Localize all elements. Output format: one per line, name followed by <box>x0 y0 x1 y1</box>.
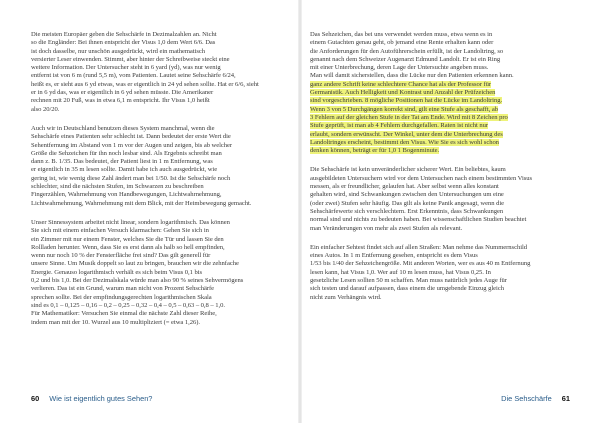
text-line: Sie sich mit einem einfachen Versuch klarmachen: Gehen Sie sich in <box>31 227 209 235</box>
text-line: rechnen mit 20 Fuß, was in etwa 6,1 m entspricht. Ihr Visus 1,0 heißt <box>31 97 210 105</box>
text-line: man Veränderungen von mehr als zwei Stufen als relevant. <box>310 224 463 232</box>
text-line: nicht zum Verhängnis wird. <box>310 293 382 301</box>
text-line: wenn nur noch 10 % der Fensterfläche frei sind? Das gilt generell für <box>31 252 211 260</box>
text-line: Unser Sinnessystem arbeitet nicht linear, sondern logarithmisch. Das können <box>31 218 230 226</box>
right-paragraph-1 <box>310 31 570 155</box>
highlighted-text: 3 Fehlern auf der gleichen Stufe in der Tat am Ende. Wird mit 8 Zeichen pro <box>310 113 508 121</box>
highlighted-text: ganz andere Schrift keine schlechtere Chance hat als der Professor für <box>310 80 492 88</box>
right-paragraph-3 <box>310 244 570 302</box>
text-line: normal sind und nichts zu bedeuten haben. Bei wissenschaftlichen Studien beachtet <box>310 216 527 224</box>
left-page-footer <box>31 394 152 403</box>
text-line: eines Autos. In 1 m Entfernung gesehen, entspricht es dem Visus <box>310 252 478 260</box>
text-line <box>310 122 570 130</box>
text-line: dann z. B. 1/35. Das bedeutet, der Patient liest in 1 m Entfernung, was <box>31 158 213 166</box>
text-line: einem Gutachten genau geht, ob jemand eine Rente erhalten kann oder <box>310 39 494 47</box>
highlighted-text: Landoltringes erscheint, bestimmt den Visus. Wie Sie es sich wohl schon <box>310 138 499 146</box>
highlighted-text: sind vorgeschrieben. 8 mögliche Positionen hat die Lücke im Landoltring. <box>310 97 503 105</box>
text-line <box>310 131 570 139</box>
text-line <box>310 147 570 155</box>
right-page-number: 61 <box>561 394 570 403</box>
right-page <box>300 0 600 423</box>
right-running-title: Die Sehschärfe <box>501 394 552 403</box>
text-line: gehalten wird, sind Schwankungen zwischen den Untersuchungen um eine <box>310 191 504 199</box>
text-line <box>310 114 570 122</box>
highlighted-text: Wenn 3 von 5 Durchgängen korrekt sind, gilt eine Stufe als geschafft, ab <box>310 105 499 113</box>
text-line: 1/53 bis 1/40 der Sehzeichengröße. Mit anderen Worten, wer es aus 40 m Entfernung <box>310 260 531 268</box>
text-line: messen, als er freundlicher, gelaufen hat. Aber selbst wenn alles konstant <box>310 183 499 191</box>
text-line: Energie. Genauso logarithmisch verhält es sich beim Visus 0,1 bis <box>31 268 202 276</box>
text-line: verlieren. Das ist ein Grund, warum man nicht von Prozent Sehschärfe <box>31 285 215 293</box>
text-line: schlechter, sind die nächsten Stufen, im Schwarzen zu beschreiben <box>31 183 204 191</box>
left-page-number: 60 <box>31 394 40 403</box>
left-paragraph-2 <box>31 125 289 208</box>
text-line: er eigentlich in 35 m lesen sollte. Damit habe ich auch ausgedrückt, wie <box>31 166 218 174</box>
text-line: entfernt ist von 6 m (rund 5,5 m), vom Patienten. Lautet seine Sehschärfe 6/24, <box>31 72 236 80</box>
text-line: genannt nach dem Schweizer Augenarzt Edmund Landolt. Er ist ein Ring <box>310 55 501 63</box>
right-paragraph-2 <box>310 166 570 232</box>
left-paragraph-1 <box>31 31 289 114</box>
text-line: Ein einfacher Sehtest findet sich auf allen Straßen: Man nehme das Nummernschild <box>310 243 528 251</box>
highlighted-text: Germanistik. Auch Helligkeit und Kontrast und Anzahl der Prüfzeichen <box>310 89 496 97</box>
text-line: (oder zwei) Stufen sehr häufig. Das gilt als keine Panik angesagt, wenn die <box>310 199 505 207</box>
text-line: Sehschärfe eines Patienten sehr schlecht ist. Dann bedeutet der erste Wert die <box>31 133 231 141</box>
text-line: gesetzliche Lesen sollten 50 m schaffen. Man muss natürlich jedes Auge für <box>310 277 507 285</box>
text-line: heißt es, er sieht aus 6 yd etwas, was er eigentlich in 24 yd sehen sollte. Hat er 6/6, sieht <box>31 80 259 88</box>
text-line: indem man mit der 10. Wurzel aus 10 multipliziert (= etwa 1,26). <box>31 318 200 326</box>
highlighted-text: erlaubt, sondern erwünscht. Der Winkel, unter dem die Unterbrechung des <box>310 130 503 138</box>
text-line: Auch wir in Deutschland benutzen dieses System manchmal, wenn die <box>31 124 215 132</box>
text-line: Für Mathematiker: Versuchen Sie einmal die nächste Zahl dieser Reihe, <box>31 310 217 318</box>
text-line <box>310 81 570 89</box>
left-paragraph-3 <box>31 219 289 327</box>
text-line: Sehschärfewerte sich verschlechtern. Erst Erkenntnis, dass Schwankungen <box>310 207 504 215</box>
text-line: Das Sehzeichen, das bei uns verwendet werden muss, etwa wenn es in <box>310 31 493 38</box>
text-line: 0,2 und bis 1,0. Bei der Dezimalskala würde man also 90 % seines Sehvermögens <box>31 277 244 285</box>
text-line: Sehentfernung im Abstand von 1 m vor der Augen und zeigen, bis ab welcher <box>31 141 233 149</box>
text-line: lesen kann, hat Visus 1,0. Wer auf 10 m lesen muss, hat Visus 0,25. In <box>310 268 491 276</box>
text-line: Die Sehschärfe ist kein unveränderlicher sicherer Wert. Ein beliebtes, kaum <box>310 166 506 174</box>
text-line: sich testen und darauf aufpassen, dass einem die umgebende Einzug gleich <box>310 285 504 293</box>
text-line: die Anforderungen für den Autoführerschein erfüllt, ist der Landoltring, so <box>310 47 504 55</box>
text-line: Rollladen herunter. Wenn, dass Sie es erst dann als halb so hell empfinden, <box>31 243 225 251</box>
text-line: ist doch dasselbe, nur unschön ausgedrückt, wird ein mathematisch <box>31 47 206 55</box>
text-line: sprechen sollte. Bei der empfindungsgerechten logarithmischen Skala <box>31 293 212 301</box>
text-line: also 20/20. <box>31 105 60 113</box>
text-line: er in 6 yd das, was er eigentlich in 6 yd sehen müsste. Die Amerikaner <box>31 89 214 97</box>
text-line: sind es 0,1 – 0,125 – 0,16 – 0,2 – 0,25 – 0,32 – 0,4 – 0,5 – 0,63 – 0,8 – 1,0. <box>31 301 225 309</box>
highlighted-text: denken können, beträgt er für 1,0 1 Bogenminute. <box>310 147 440 155</box>
text-line: gering ist, wie wenig diese Zahl ändert man bei 1/50. Ist die Sehschärfe noch <box>31 174 231 182</box>
text-line <box>310 106 570 114</box>
text-line <box>310 139 570 147</box>
text-line: Lichtwahrnehmung, Wahrnehmung mit dem Blick, mit der Heimbewegung gemacht. <box>31 199 252 207</box>
text-line <box>310 97 570 105</box>
text-line: Man will damit sicherstellen, dass die Lücke nur den Patienten erkennen kann. <box>310 72 514 80</box>
text-line: unsere Sinne. Um Musik doppelt so laut zu bringen, brauchen wir die zehnfache <box>31 260 239 268</box>
text-line: ein Zimmer mit nur einem Fenster, welches Sie die Tür und lassen Sie den <box>31 235 224 243</box>
highlighted-text: Stufe geprüft, ist man ab 4 Fehlern durchgefallen. Raten ist nicht nur <box>310 122 488 130</box>
right-page-footer <box>501 394 570 403</box>
text-line: Größe die Sehzeichen für ihn noch lesbar sind. Als Ergebnis schreibt man <box>31 149 222 157</box>
text-line: so die Engländer: Bei ihnen entspricht der Visus 1,0 dem Wert 6/6. Das <box>31 39 216 47</box>
text-line <box>310 89 570 97</box>
text-line: versierter Leser einwenden. Stimmt, aber hinter der Schreibweise steckt eine <box>31 55 230 63</box>
text-line: Die meisten Europäer geben die Sehschärfe in Dezimalzahlen an. Nicht <box>31 31 217 38</box>
text-line: Fingerzählen, Wahrnehmung von Handbewegungen, Lichtwahrnehmung, <box>31 191 222 199</box>
text-line: ausgebildeten Untersuchern wird vor dem Untersuchen nach einem bestimmten Visus <box>310 174 533 182</box>
left-running-title: Wie ist eigentlich gutes Sehen? <box>49 394 153 403</box>
text-line: mit einer Unterbrechung, deren Lage der Untersuchte angeben muss. <box>310 64 489 72</box>
text-line: weitere Information. Der Untersucher steht in 6 yard (yd), was nur wenig <box>31 64 221 72</box>
